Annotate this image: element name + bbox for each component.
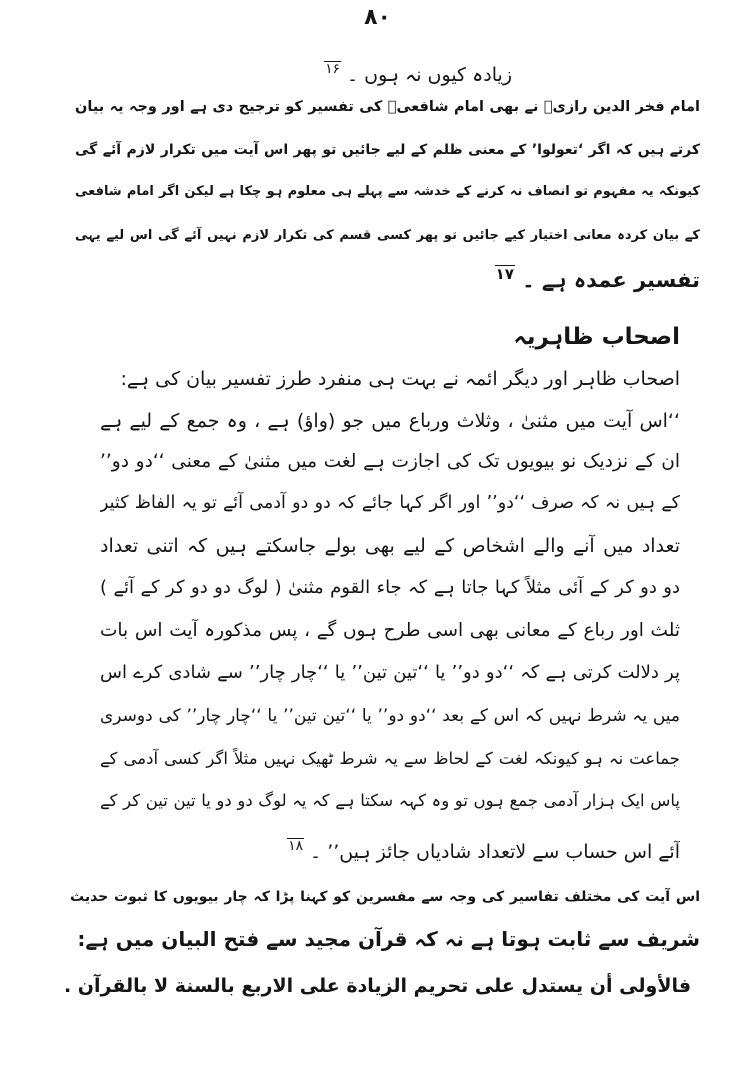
- paragraph-line: امام فخر الدین رازیؒ نے بھی امام شافعیؒ کی تفسیر کو ترجیح دی ہے اور وجہ یہ بیان: [75, 99, 700, 115]
- quote-line: ثلث اور رباع کے معانی بھی اسی طرح ہوں گے ، پس مذکورہ آیت اس بات: [100, 620, 680, 641]
- arabic-citation: فالأولى أن يستدل على تحريم الزيادة على الاربع بالسنة لا بالقرآن .: [63, 975, 692, 997]
- paragraph-last-line: [75, 260, 700, 300]
- quote-line: پاس ایک ہزار آدمی جمع ہوں تو وہ کہہ سکتا ہے کہ یہ لوگ دو دو یا تین تین کر کے: [100, 791, 680, 810]
- quote-line: ‘‘اس آیت میں مثنیٰ ، وثلاث ورباع میں جو (واؤ) ہے ، وہ جمع کے لیے ہے: [100, 410, 680, 432]
- footnote-ref: ۱۸: [288, 838, 303, 854]
- paragraph-line: اس آیت کی مختلف تفاسیر کی وجہ سے مفسرین کو کہنا پڑا کہ چار بیویوں کا ثبوت حدیث: [70, 889, 700, 905]
- footnote-ref: ۱۶: [325, 61, 340, 77]
- quote-last-line: [100, 832, 680, 872]
- page-number: ۸۰: [364, 5, 391, 30]
- source-title: فتح البیان: [161, 927, 260, 951]
- quote-line: تعداد میں آنے والے اشخاص کے لیے بھی بولے جاسکتے ہیں کہ اتنی تعداد: [100, 535, 680, 557]
- footnote-ref: ۱۷: [495, 265, 514, 283]
- quote-line: پر دلالت کرتی ہے کہ ‘‘دو دو’’ یا ‘‘تین تین’’ یا ‘‘چار چار’’ سے شادی کرے اس: [100, 662, 680, 683]
- paragraph-line: کے بیان کردہ معانی اختیار کیے جائیں تو پھر کسی قسم کی تکرار لازم نہیں آئے گی اس لیے یہی: [75, 228, 700, 243]
- quote-line: کے ہیں نہ کہ صرف ‘‘دو’’ اور اگر کہا جائے کہ دو دو آدمی آئے تو یہ الفاظ کثیر: [100, 493, 680, 513]
- section-heading: اصحاب ظاہریہ: [513, 324, 680, 350]
- paragraph-text: میں ہے:: [77, 927, 155, 951]
- quote-line: دو دو کر کے آئی مثلاً کہا جاتا ہے کہ جاء القوم مثنیٰ ( لوگ دو دو کر کے آئے ): [100, 577, 680, 598]
- quote-line: جماعت نہ ہو کیونکہ لغت کے لحاظ سے یہ شرط ٹھیک نہیں مثلاً اگر کسی آدمی کے: [100, 749, 680, 768]
- quote-line: ان کے نزدیک نو بیویوں تک کی اجازت ہے لغت میں مثنیٰ کے معنی ‘‘دو دو’’: [100, 451, 680, 472]
- paragraph-text: شریف سے ثابت ہوتا ہے نہ کہ قرآن مجید سے: [266, 927, 700, 951]
- paragraph-last-text: تفسیر عمدہ ہے ۔: [522, 268, 700, 292]
- quote-line: میں یہ شرط نہیں کہ اس کے بعد ‘‘دو دو’’ یا ‘‘تین تین’’ یا ‘‘چار چار’’ کی دوسری: [100, 706, 680, 726]
- paragraph-line: کرتے ہیں کہ اگر ‘تعولوا’ کے معنی ظلم کے لیے جائیں تو پھر اس آیت میں تکرار لازم آئے گی: [75, 142, 700, 158]
- paragraph-line: [70, 919, 700, 959]
- section-intro: اصحاب ظاہر اور دیگر ائمہ نے بہت ہی منفرد طرز تفسیر بیان کی ہے:: [120, 368, 680, 390]
- paragraph-line: کیونکہ یہ مفہوم تو انصاف نہ کرنے کے خدشہ سے پہلے ہی معلوم ہو چکا ہے لیکن اگر امام شافعی: [75, 184, 700, 199]
- continuation-text: زیادہ کیوں نہ ہوں ۔: [346, 64, 512, 86]
- quote-last-text: آئے اس حساب سے لاتعداد شادیاں جائز ہیں’’ ۔: [310, 841, 680, 863]
